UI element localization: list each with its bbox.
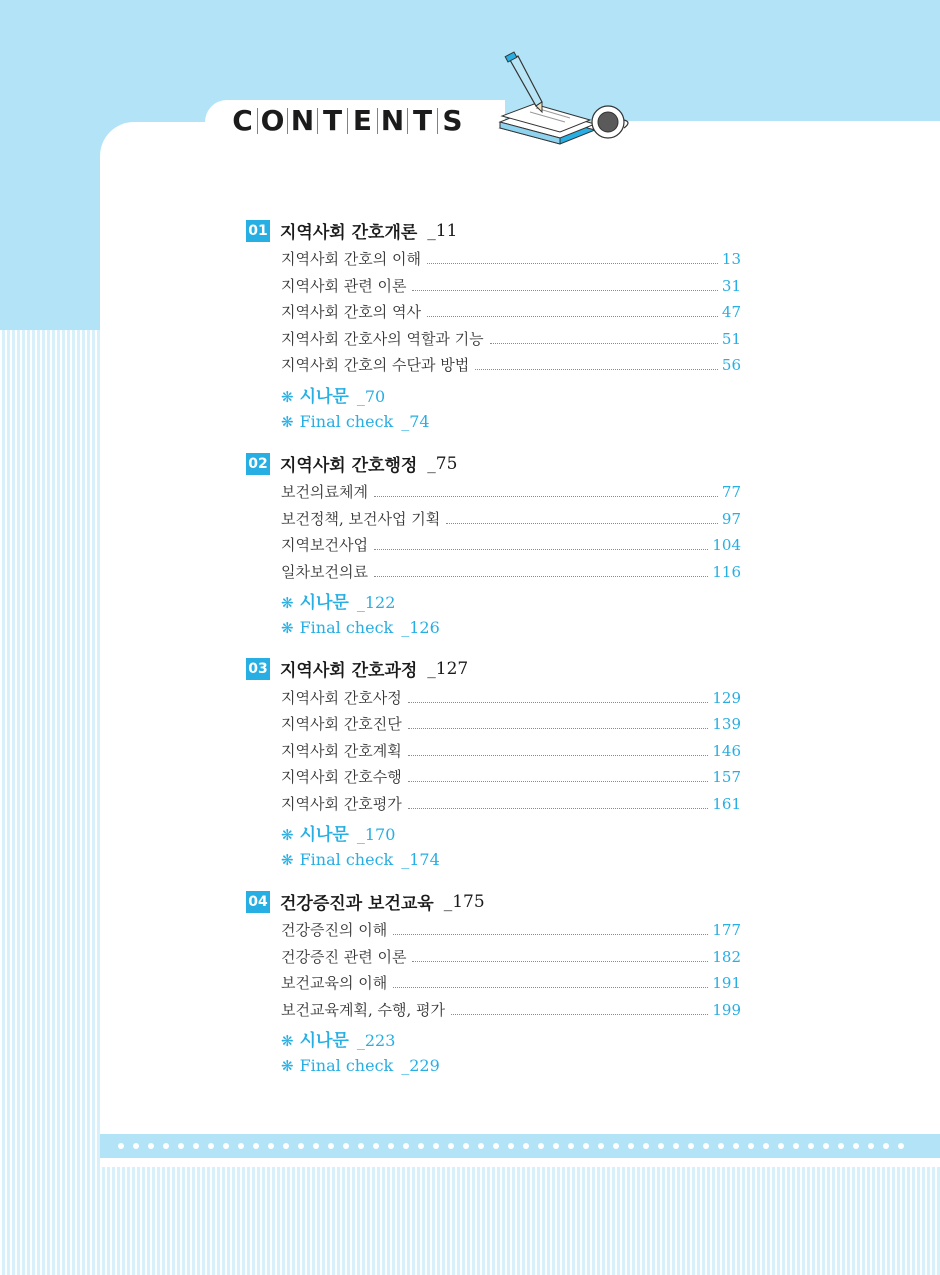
dot-leader bbox=[446, 523, 718, 524]
decorative-dot bbox=[418, 1143, 424, 1149]
dotted-footer-bar bbox=[100, 1134, 940, 1158]
decorative-dot bbox=[703, 1143, 709, 1149]
asterisk-icon: ❋ bbox=[281, 826, 294, 844]
entry-title: 지역사회 간호사정 bbox=[281, 689, 402, 707]
dot-leader bbox=[427, 263, 718, 264]
entry-title: 지역사회 간호평가 bbox=[281, 795, 402, 813]
scenario-entry[interactable] bbox=[281, 588, 395, 613]
page-title bbox=[228, 104, 467, 137]
chapter-title: 지역사회 간호개론 bbox=[280, 223, 418, 243]
entry-page: 56 bbox=[721, 356, 741, 374]
scenario-page: _70 bbox=[356, 387, 386, 406]
decorative-dot bbox=[148, 1143, 154, 1149]
toc-entry[interactable] bbox=[281, 999, 741, 1020]
dot-leader bbox=[408, 781, 709, 782]
decorative-dot bbox=[283, 1143, 289, 1149]
decorative-dot bbox=[778, 1143, 784, 1149]
chapter-heading[interactable] bbox=[246, 218, 457, 243]
scenario-label: 시나문 bbox=[299, 825, 349, 845]
decorative-dot bbox=[583, 1143, 589, 1149]
toc-entry[interactable] bbox=[281, 481, 741, 502]
entry-page: 177 bbox=[712, 921, 741, 939]
chapter-page: _11 bbox=[427, 220, 458, 241]
title-letter: O bbox=[260, 104, 285, 137]
toc-entry[interactable] bbox=[281, 248, 741, 269]
title-letter: T bbox=[322, 104, 343, 137]
entry-page: 129 bbox=[712, 689, 741, 707]
decorative-dot bbox=[463, 1143, 469, 1149]
entry-page: 116 bbox=[712, 563, 741, 581]
dot-leader bbox=[374, 549, 708, 550]
title-divider bbox=[377, 108, 378, 134]
decorative-dot bbox=[763, 1143, 769, 1149]
entry-title: 건강증진의 이해 bbox=[281, 921, 388, 939]
dot-leader bbox=[490, 343, 718, 344]
decorative-dot bbox=[118, 1143, 124, 1149]
decorative-dot bbox=[238, 1143, 244, 1149]
book-icon bbox=[500, 104, 595, 144]
asterisk-icon: ❋ bbox=[281, 851, 294, 869]
decorative-dot bbox=[553, 1143, 559, 1149]
decorative-dot bbox=[253, 1143, 259, 1149]
scenario-label: 시나문 bbox=[299, 1031, 349, 1051]
dot-leader bbox=[408, 702, 709, 703]
decorative-dot bbox=[328, 1143, 334, 1149]
entry-page: 31 bbox=[721, 277, 741, 295]
scenario-label: 시나문 bbox=[299, 387, 349, 407]
decorative-dot bbox=[523, 1143, 529, 1149]
entry-page: 182 bbox=[712, 948, 741, 966]
final-check-page: _174 bbox=[401, 850, 440, 869]
final-check-entry[interactable] bbox=[281, 850, 440, 869]
title-letter: S bbox=[442, 104, 463, 137]
chapter-heading[interactable] bbox=[246, 656, 468, 681]
title-letter: N bbox=[290, 104, 315, 137]
decorative-dot bbox=[373, 1143, 379, 1149]
entry-title: 건강증진 관련 이론 bbox=[281, 948, 407, 966]
scenario-entry[interactable] bbox=[281, 820, 395, 845]
chapter-number-badge: 04 bbox=[246, 891, 270, 913]
asterisk-icon: ❋ bbox=[281, 594, 294, 612]
decorative-dot bbox=[478, 1143, 484, 1149]
chapter-heading[interactable] bbox=[246, 889, 485, 914]
title-divider bbox=[347, 108, 348, 134]
dot-leader bbox=[374, 576, 708, 577]
decorative-dot bbox=[343, 1143, 349, 1149]
asterisk-icon: ❋ bbox=[281, 1057, 294, 1075]
decorative-dot bbox=[313, 1143, 319, 1149]
dot-leader bbox=[412, 290, 717, 291]
final-check-entry[interactable] bbox=[281, 412, 430, 431]
decorative-dot bbox=[268, 1143, 274, 1149]
entry-page: 146 bbox=[712, 742, 741, 760]
entry-title: 지역사회 간호수행 bbox=[281, 768, 402, 786]
decorative-dot bbox=[883, 1143, 889, 1149]
title-letter: E bbox=[352, 104, 373, 137]
entry-title: 지역사회 관련 이론 bbox=[281, 277, 407, 295]
decorative-dot bbox=[868, 1143, 874, 1149]
toc-entry[interactable] bbox=[281, 793, 741, 814]
toc-entry[interactable] bbox=[281, 713, 741, 734]
coffee-cup-icon bbox=[592, 106, 628, 138]
decorative-dot bbox=[643, 1143, 649, 1149]
entry-page: 157 bbox=[712, 768, 741, 786]
scenario-label: 시나문 bbox=[299, 593, 349, 613]
title-divider bbox=[287, 108, 288, 134]
decorative-dot bbox=[403, 1143, 409, 1149]
chapter-title: 지역사회 간호과정 bbox=[280, 661, 418, 681]
scenario-entry[interactable] bbox=[281, 382, 385, 407]
chapter-page: _75 bbox=[427, 453, 458, 474]
entry-title: 지역사회 간호진단 bbox=[281, 715, 402, 733]
decorative-dot bbox=[838, 1143, 844, 1149]
title-divider bbox=[257, 108, 258, 134]
dot-leader bbox=[393, 934, 708, 935]
toc-entry[interactable] bbox=[281, 972, 741, 993]
asterisk-icon: ❋ bbox=[281, 388, 294, 406]
title-letter: T bbox=[412, 104, 433, 137]
entry-page: 13 bbox=[721, 250, 741, 268]
title-divider bbox=[317, 108, 318, 134]
decorative-dot bbox=[433, 1143, 439, 1149]
decorative-dot bbox=[898, 1143, 904, 1149]
header-rule bbox=[620, 121, 940, 123]
decorative-dot bbox=[538, 1143, 544, 1149]
entry-title: 지역사회 간호의 이해 bbox=[281, 250, 421, 268]
final-check-label: Final check bbox=[299, 618, 394, 637]
stationery-illustration bbox=[490, 50, 640, 150]
chapter-title: 지역사회 간호행정 bbox=[280, 456, 418, 476]
toc-entry[interactable] bbox=[281, 328, 741, 349]
decorative-dot bbox=[733, 1143, 739, 1149]
chapter-heading[interactable] bbox=[246, 451, 457, 476]
dot-leader bbox=[475, 369, 718, 370]
final-check-entry[interactable] bbox=[281, 618, 440, 637]
decorative-dot bbox=[808, 1143, 814, 1149]
decorative-dot bbox=[628, 1143, 634, 1149]
decorative-dot bbox=[163, 1143, 169, 1149]
entry-page: 97 bbox=[721, 510, 741, 528]
toc-entry[interactable] bbox=[281, 534, 741, 555]
chapter-page: _127 bbox=[427, 658, 469, 679]
pencil-icon bbox=[505, 52, 542, 112]
chapter-number-badge: 03 bbox=[246, 658, 270, 680]
decorative-dot bbox=[793, 1143, 799, 1149]
entry-page: 191 bbox=[712, 974, 741, 992]
chapter-number-badge: 02 bbox=[246, 453, 270, 475]
final-check-page: _74 bbox=[401, 412, 430, 431]
decorative-dot bbox=[508, 1143, 514, 1149]
decorative-dot bbox=[598, 1143, 604, 1149]
decorative-dot bbox=[193, 1143, 199, 1149]
final-check-label: Final check bbox=[299, 412, 394, 431]
scenario-page: _122 bbox=[356, 593, 396, 612]
final-check-page: _229 bbox=[401, 1056, 440, 1075]
title-divider bbox=[437, 108, 438, 134]
toc-entry[interactable] bbox=[281, 740, 741, 761]
entry-title: 보건의료체계 bbox=[281, 483, 368, 501]
decorative-dot bbox=[568, 1143, 574, 1149]
entry-page: 139 bbox=[712, 715, 741, 733]
title-letter: N bbox=[380, 104, 405, 137]
chapter-title: 건강증진과 보건교육 bbox=[280, 894, 434, 914]
decorative-dot bbox=[688, 1143, 694, 1149]
dot-leader bbox=[408, 808, 709, 809]
chapter-number-badge: 01 bbox=[246, 220, 270, 242]
decorative-dot bbox=[493, 1143, 499, 1149]
chapter-page: _175 bbox=[443, 891, 485, 912]
toc-entry[interactable] bbox=[281, 301, 741, 322]
dot-leader bbox=[374, 496, 718, 497]
dot-leader bbox=[451, 1014, 708, 1015]
decorative-dot bbox=[388, 1143, 394, 1149]
title-divider bbox=[407, 108, 408, 134]
decorative-dot bbox=[298, 1143, 304, 1149]
dot-leader bbox=[408, 728, 709, 729]
entry-title: 지역사회 간호사의 역할과 기능 bbox=[281, 330, 484, 348]
final-check-label: Final check bbox=[299, 1056, 394, 1075]
toc-entry[interactable] bbox=[281, 508, 741, 529]
entry-title: 지역보건사업 bbox=[281, 536, 368, 554]
decorative-dot bbox=[823, 1143, 829, 1149]
entry-page: 47 bbox=[721, 303, 741, 321]
entry-page: 161 bbox=[712, 795, 741, 813]
toc-entry[interactable] bbox=[281, 946, 741, 967]
dot-leader bbox=[408, 755, 709, 756]
scenario-entry[interactable] bbox=[281, 1026, 395, 1051]
entry-title: 지역사회 간호의 역사 bbox=[281, 303, 421, 321]
entry-title: 보건정책, 보건사업 기획 bbox=[281, 510, 441, 528]
decorative-dot bbox=[673, 1143, 679, 1149]
decorative-dot bbox=[133, 1143, 139, 1149]
decorative-dot bbox=[448, 1143, 454, 1149]
decorative-dot bbox=[223, 1143, 229, 1149]
toc-entry[interactable] bbox=[281, 354, 741, 375]
toc-entry[interactable] bbox=[281, 919, 741, 940]
dot-leader bbox=[412, 961, 708, 962]
entry-page: 51 bbox=[721, 330, 741, 348]
dot-leader bbox=[393, 987, 708, 988]
dot-leader bbox=[427, 316, 718, 317]
asterisk-icon: ❋ bbox=[281, 413, 294, 431]
entry-page: 77 bbox=[721, 483, 741, 501]
decorative-dot bbox=[748, 1143, 754, 1149]
asterisk-icon: ❋ bbox=[281, 1032, 294, 1050]
toc-entry[interactable] bbox=[281, 687, 741, 708]
decorative-dot bbox=[208, 1143, 214, 1149]
decorative-dot bbox=[658, 1143, 664, 1149]
final-check-entry[interactable] bbox=[281, 1056, 440, 1075]
toc-entry[interactable] bbox=[281, 275, 741, 296]
final-check-page: _126 bbox=[401, 618, 440, 637]
final-check-label: Final check bbox=[299, 850, 394, 869]
scenario-page: _170 bbox=[356, 825, 396, 844]
entry-title: 보건교육의 이해 bbox=[281, 974, 388, 992]
entry-page: 199 bbox=[712, 1001, 741, 1019]
asterisk-icon: ❋ bbox=[281, 619, 294, 637]
title-letter: C bbox=[232, 104, 253, 137]
entry-page: 104 bbox=[712, 536, 741, 554]
entry-title: 지역사회 간호의 수단과 방법 bbox=[281, 356, 470, 374]
entry-title: 지역사회 간호계획 bbox=[281, 742, 402, 760]
decorative-dot bbox=[613, 1143, 619, 1149]
entry-title: 보건교육계획, 수행, 평가 bbox=[281, 1001, 445, 1019]
toc-entry[interactable] bbox=[281, 766, 741, 787]
toc-entry[interactable] bbox=[281, 561, 741, 582]
entry-title: 일차보건의료 bbox=[281, 563, 368, 581]
decorative-dot bbox=[718, 1143, 724, 1149]
decorative-dot bbox=[358, 1143, 364, 1149]
decorative-dot bbox=[853, 1143, 859, 1149]
decorative-dot bbox=[178, 1143, 184, 1149]
scenario-page: _223 bbox=[356, 1031, 396, 1050]
